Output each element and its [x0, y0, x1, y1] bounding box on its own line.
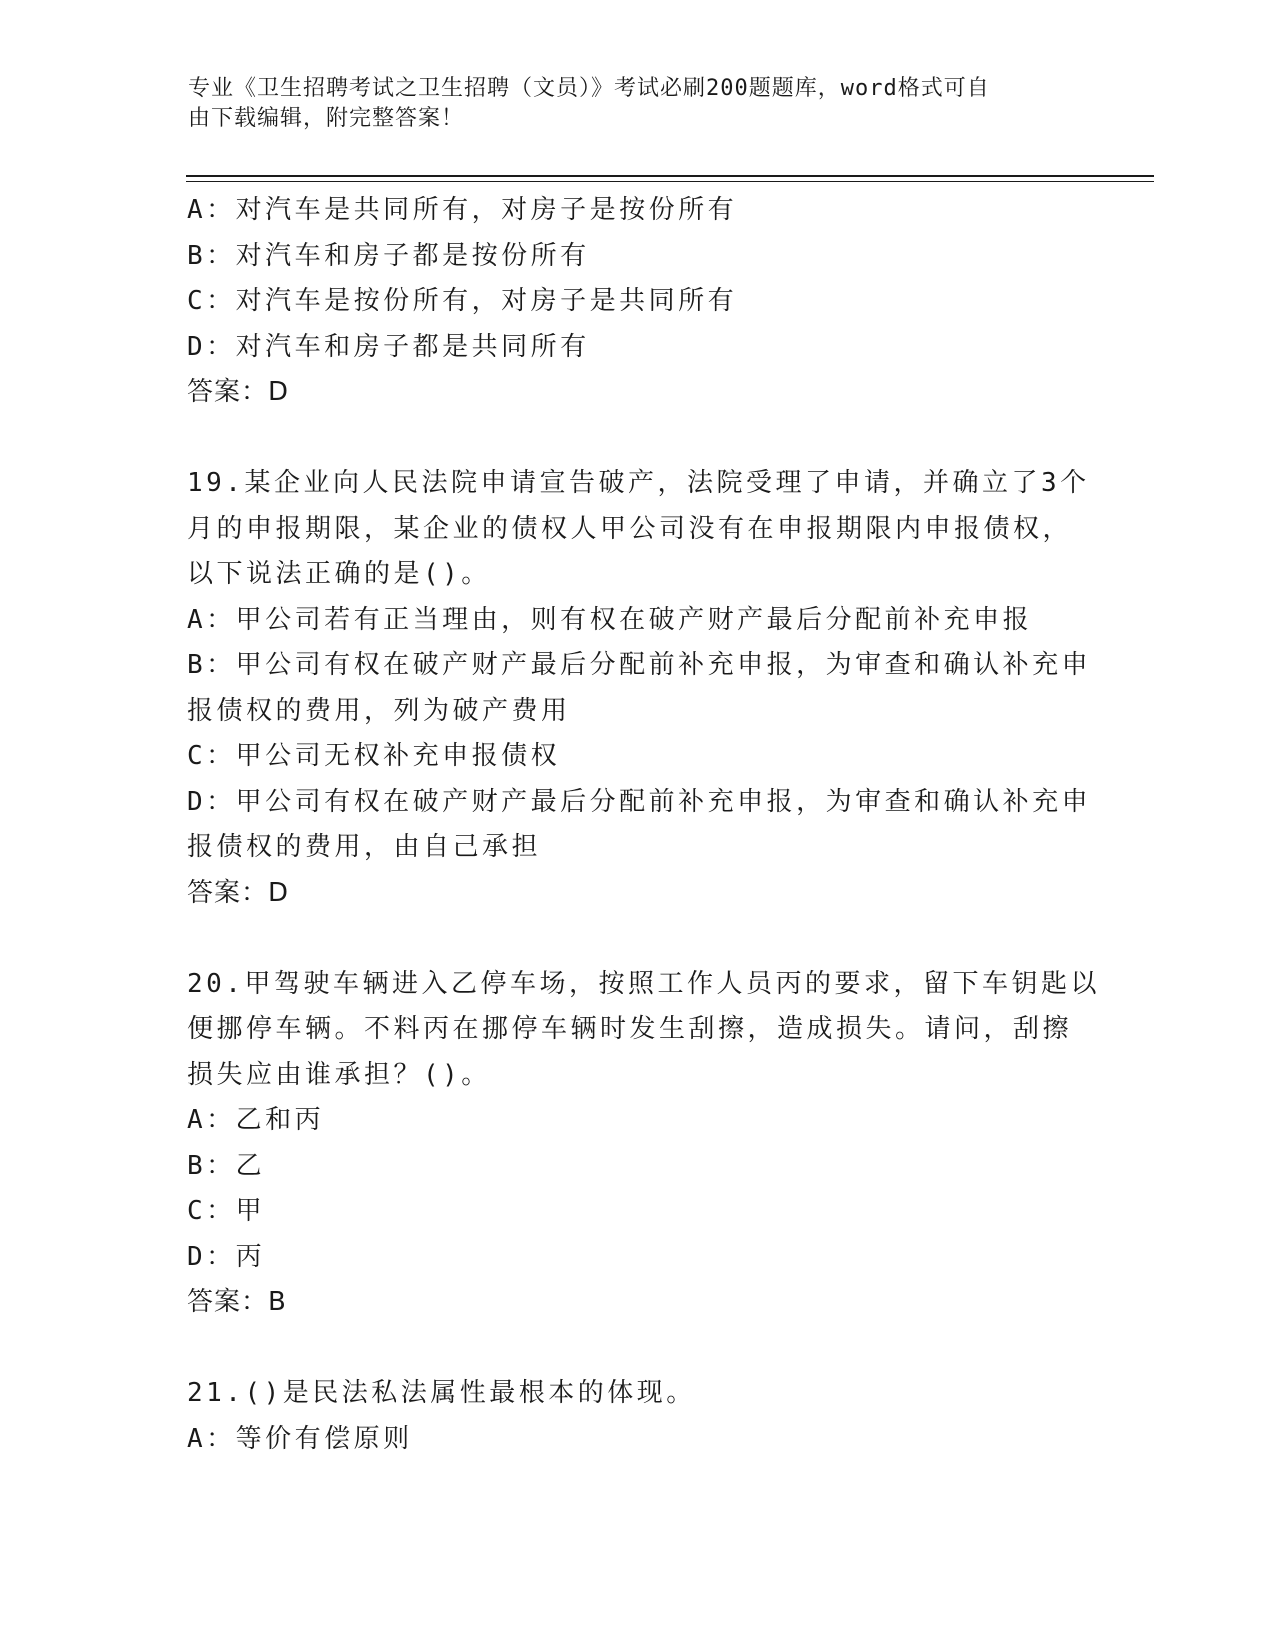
- question-18-option-b: B：对汽车和房子都是按份所有: [187, 240, 590, 271]
- question-19: [187, 461, 1092, 916]
- question-19-answer: 答案：D: [187, 877, 290, 908]
- question-20-option-a: A：乙和丙: [187, 1105, 325, 1135]
- question-20-option-c: C：甲: [187, 1196, 266, 1226]
- question-19-option-d-line-1: D：甲公司有权在破产财产最后分配前补充申报，为审查和确认补充申: [187, 786, 1092, 817]
- question-19-stem-line-1: 19.某企业向人民法院申请宣告破产，法院受理了申请，并确立了3个: [187, 468, 1090, 498]
- question-19-option-b-line-1: B：甲公司有权在破产财产最后分配前补充申报，为审查和确认补充申: [187, 650, 1092, 680]
- question-20: [187, 962, 1100, 1326]
- question-21-stem-line-1: 21.()是民法私法属性最根本的体现。: [187, 1378, 696, 1408]
- question-19-option-a: A：甲公司若有正当理由，则有权在破产财产最后分配前补充申报: [187, 604, 1033, 635]
- question-19-option-b-line-2: 报债权的费用，列为破产费用: [187, 695, 571, 726]
- question-18: [187, 188, 1087, 416]
- header-divider-thin: [186, 181, 1154, 182]
- question-19-option-d-line-2: 报债权的费用，由自己承担: [187, 832, 542, 862]
- question-20-stem-line-1: 20.甲驾驶车辆进入乙停车场，按照工作人员丙的要求，留下车钥匙以: [187, 968, 1100, 999]
- question-21-option-a: A：等价有偿原则: [187, 1423, 413, 1454]
- header-title-line-1: 专业《卫生招聘考试之卫生招聘（文员）》考试必刷200题题库，word格式可自: [188, 76, 990, 101]
- spacer: [187, 416, 1087, 462]
- question-19-option-c: C：甲公司无权补充申报债权: [187, 741, 561, 771]
- header-title-line-2: 由下载编辑，附完整答案！: [188, 106, 465, 131]
- question-18-option-c: C：对汽车是按份所有，对房子是共同所有: [187, 286, 738, 316]
- question-list: [187, 188, 1100, 1462]
- question-20-stem-line-2: 便挪停车辆。不料丙在挪停车辆时发生刮擦，造成损失。请问，刮擦: [187, 1014, 1073, 1044]
- question-20-option-b: B：乙: [187, 1150, 266, 1181]
- question-18-answer: 答案：D: [187, 377, 290, 407]
- document-header: [188, 74, 1068, 134]
- question-21: [187, 1371, 1087, 1462]
- question-18-option-d: D：对汽车和房子都是共同所有: [187, 331, 590, 362]
- question-20-option-d: D：丙: [187, 1241, 266, 1272]
- question-20-answer: 答案：B: [187, 1287, 287, 1317]
- header-divider-thick: [186, 175, 1154, 177]
- question-19-stem-line-2: 月的申报期限，某企业的债权人甲公司没有在申报期限内申报债权，: [187, 513, 1073, 544]
- question-18-option-a: A：对汽车是共同所有，对房子是按份所有: [187, 195, 738, 225]
- question-19-stem-line-3: 以下说法正确的是()。: [187, 559, 491, 589]
- spacer: [187, 916, 1087, 962]
- question-20-stem-line-3: 损失应由谁承担？()。: [187, 1059, 491, 1090]
- spacer: [187, 1326, 1087, 1372]
